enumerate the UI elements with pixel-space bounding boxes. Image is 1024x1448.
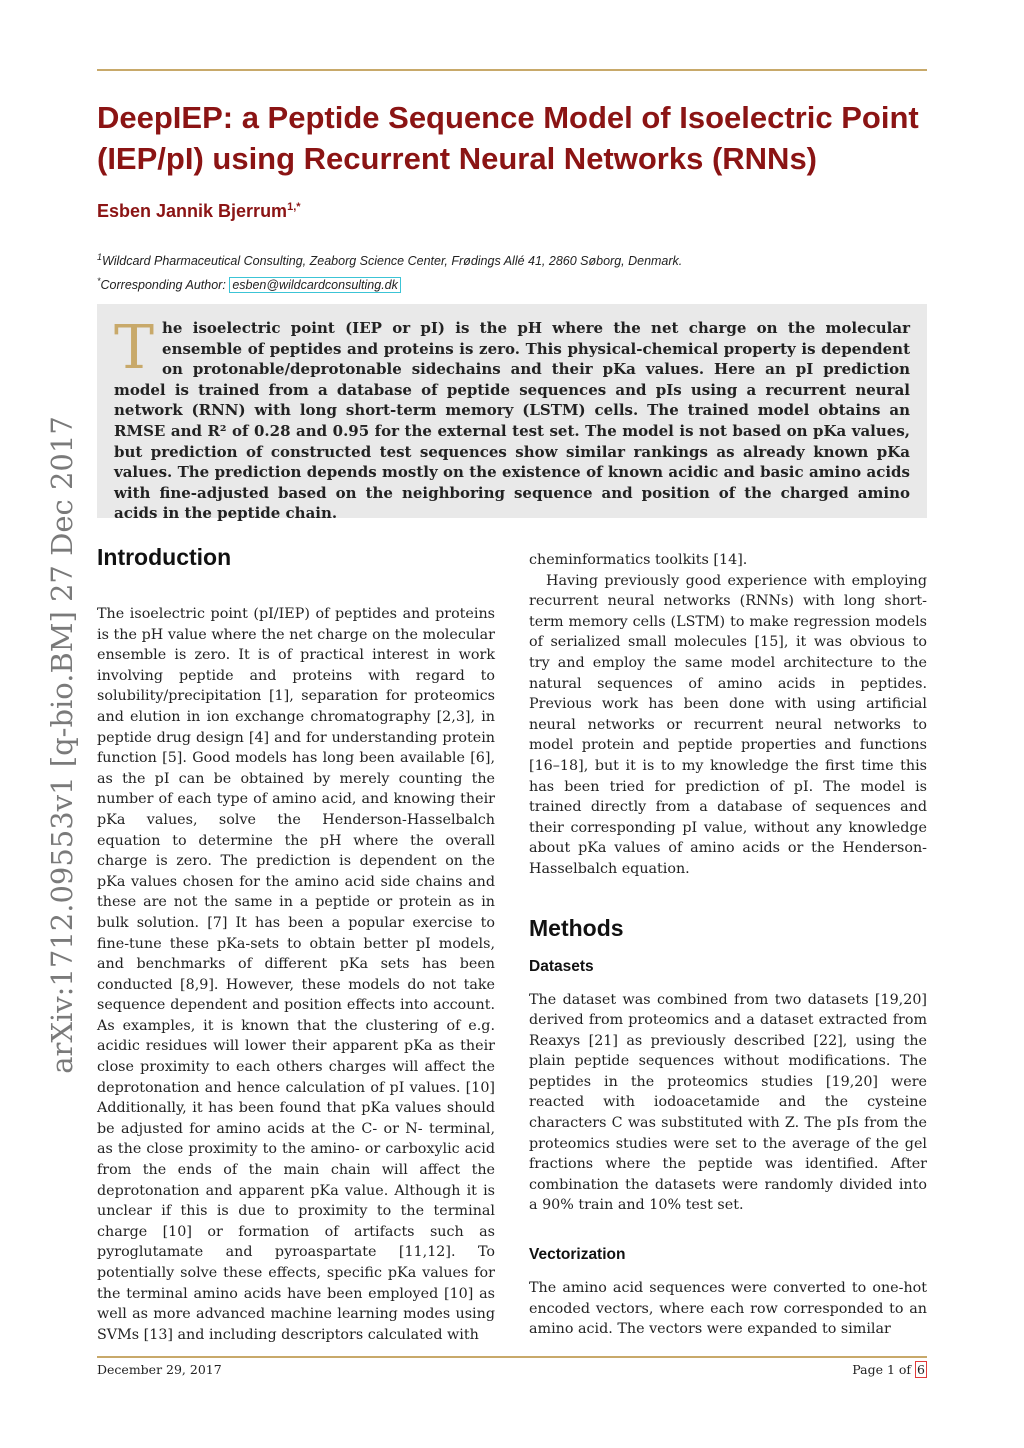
top-rule — [97, 69, 927, 71]
drop-cap: T — [114, 313, 155, 383]
affiliation-mark: 1 — [97, 252, 103, 262]
abstract-text: he isoelectric point (IEP or pI) is the pH where the net charge on the molecular ensemble of peptides and proteins is zero. This physical-chemical property is dependent on protonable/deprotonable sidechains and their pKa values. Here an pI prediction model is trained from a database of peptide sequences and pIs using a recurrent neural network (RNN) with long short-term memory (LSTM) cells. The trained model obtains an RMSE and R² of 0.28 and 0.95 for the external test set. The model is not based on pKa values, but prediction of constructed test sequences show similar rankings as already known pKa values. The prediction depends mostly on the existence of known acidic and basic amino acids with fine-adjusted based on the neighboring sequence and position of the charged amino acids in the peptide chain. — [114, 319, 910, 523]
abstract-box — [97, 304, 927, 523]
left-column — [97, 544, 495, 1345]
author-superscript: 1,* — [287, 201, 301, 213]
vectorization-heading: Vectorization — [529, 1246, 626, 1264]
abstract-paragraph — [114, 313, 910, 524]
footer-date: December 29, 2017 — [97, 1362, 222, 1377]
corresponding-label: Corresponding Author: — [100, 278, 226, 293]
total-pages-link[interactable]: 6 — [917, 1362, 925, 1377]
author-line — [97, 201, 301, 222]
corresponding-mark: * — [97, 276, 101, 287]
affiliation-line — [97, 247, 927, 271]
introduction-heading: Introduction — [97, 544, 232, 570]
bottom-rule — [97, 1356, 927, 1358]
datasets-paragraph: The dataset was combined from two datasets [19,20] derived from proteomics and a dataset extracted from Reaxys [21] as previously described [22], using the plain peptide sequences without modifications. The peptides in the proteomics studies [19,20] were reacted with iodoacetamide and the cysteine characters C was substituted with Z. The pIs from the proteomics studies were set to the average of the gel fractions where the peptide was identified. After combination the datasets were randomly divided into a 90% train and 10% test set. — [529, 991, 927, 1214]
vectorization-paragraph: The amino acid sequences were converted to one-hot encoded vectors, where each row corresponded to an amino acid. The vectors were expanded to similar — [529, 1280, 927, 1338]
introduction-paragraph-2: Having previously good experience with employing recurrent neural networks (RNNs) with long short-term memory cells (LSTM) to make regression models of serialized small molecules [15], it was obvious to try and employ the same model architecture to the natural sequences of amino acids in peptides. Previous work has been done with using artificial neural networks or recurrent neural networks to model protein and peptide properties and functions [16–18], but it is to my knowledge the first time this has been tried for prediction of pI. The model is trained directly from a database of sequences and their corresponding pI value, without any knowledge about pKa values of amino acids or the Henderson-Hasselbalch equation. — [529, 572, 927, 877]
page-label: Page 1 of — [852, 1362, 912, 1377]
email-link[interactable]: esben@wildcardconsulting.dk — [229, 277, 401, 293]
methods-heading: Methods — [529, 914, 624, 941]
author-name: Esben Jannik Bjerrum — [97, 201, 288, 221]
paper-title: DeepIEP: a Peptide Sequence Model of Isoelectric Point (IEP/pI) using Recurrent Neural Networks (RNNs) — [97, 100, 919, 176]
right-column — [529, 550, 927, 1340]
affiliations — [97, 247, 927, 295]
introduction-continuation: cheminformatics toolkits [14]. — [529, 552, 748, 568]
affiliation-text: Wildcard Pharmaceutical Consulting, Zeaborg Science Center, Frødings Allé 41, 2860 Søborg, Denmark. — [102, 254, 683, 269]
arxiv-identifier[interactable]: arXiv:1712.09553v1 [q-bio.BM] 27 Dec 2017 — [45, 416, 79, 1074]
corresponding-line — [97, 271, 927, 295]
datasets-heading: Datasets — [529, 957, 594, 975]
introduction-paragraph: The isoelectric point (pI/IEP) of peptides and proteins is the pH value where the net charge on the molecular ensemble is zero. It is of practical interest in work involving peptide and proteins with regard to solubility/precipitation [1], separation for proteomics and elution in ion exchange chromatography [2,3], in peptide drug design [4] and for understanding protein function [5]. Good models has long been available [6], as the pI can be obtained by merely counting the number of each type of amino acid, and knowing their pKa values, solve the Henderson-Hasselbalch equation to determine the pH where the overall charge is zero. The prediction is dependent on the pKa values chosen for the amino acid side chains and these are not the same in a peptide or protein as in bulk solution. [7] It has been a popular exercise to fine-tune these pKa-sets to obtain better pI models, and benchmarks of different pKa sets has been conducted [8,9]. However, these models do not take sequence dependent and position effects into account. As examples, it is known that the clustering of e.g. acidic residues will lower their apparent pKa as their close proximity to each others charges will affect the deprotonation and hence calculation of pI values. [10] Additionally, it has been found that pKa values should be adjusted for amino acids at the C- or N- terminal, as the close proximity to the amino- or carboxylic acid from the ends of the main chain will affect the deprotonation and apparent pKa value. Although it is unclear if this is due to proximity to the terminal charge [10] or formation of artifacts such as pyroglutamate and pyroaspartate [11,12]. To potentially solve these effects, specific pKa values for the terminal amino acids have been employed [10] as well as more advanced machine learning modes using SVMs [13] and including descriptors calculated with — [97, 606, 495, 1343]
footer-page-number — [852, 1362, 927, 1377]
